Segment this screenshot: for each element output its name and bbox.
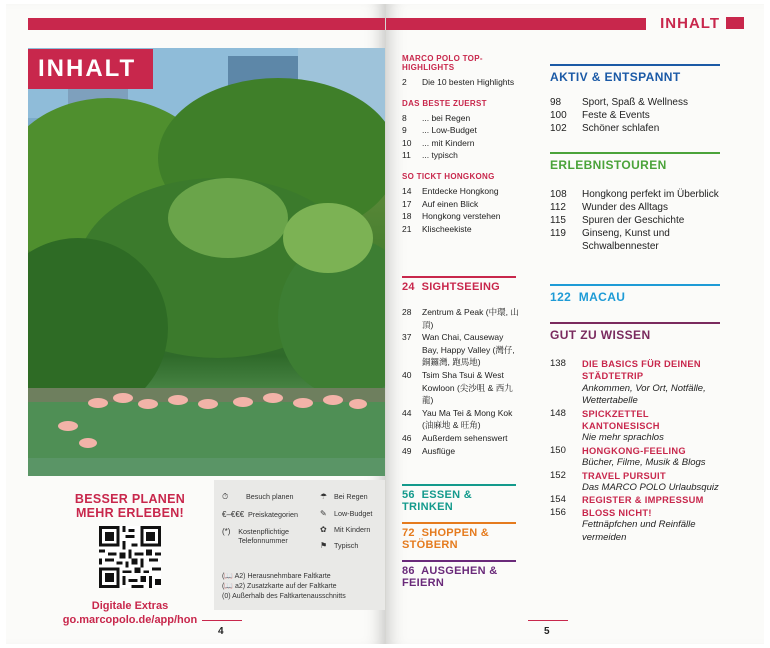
toc-entry[interactable]: 11 ... typisch: [402, 150, 458, 161]
price-icon: €–€€€: [222, 510, 245, 519]
folio-line-left: [202, 620, 242, 621]
sightseeing-entries: [402, 306, 520, 457]
left-page: [6, 4, 386, 644]
toc-entry[interactable]: 150 HONGKONG-FEELING Bücher, Filme, Musik & Blogs: [550, 444, 706, 469]
umbrella-icon: ☂: [320, 492, 328, 501]
toc-entry[interactable]: 44 Yau Ma Tei & Mong Kok (油麻地 & 旺角): [402, 407, 513, 431]
legend-item: ⏱ Besuch planen: [222, 492, 294, 501]
inhalt-badge: INHALT: [28, 49, 153, 89]
section-title: MARCO POLO TOP-HIGHLIGHTS: [402, 54, 483, 72]
section-title: SO TICKT HONGKONG: [402, 171, 495, 181]
page-number-right: 5: [544, 626, 550, 637]
toc-entry[interactable]: 10 ... mit Kindern: [402, 137, 475, 148]
section-shoppen[interactable]: 72 SHOPPEN & STÖBERN: [402, 522, 516, 554]
toc-entry[interactable]: 119 Ginseng, Kunst und Schwalbennester: [550, 228, 670, 252]
toc-entry[interactable]: 40 Tsim Sha Tsui & West Kowloon (尖沙咀 & 西九龍): [402, 369, 513, 406]
flag-icon: ⚑: [320, 541, 328, 550]
section-macau[interactable]: 122 MACAU: [550, 284, 720, 304]
toc-entry[interactable]: 37 Wan Chai, Causeway Bay, Happy Valley (灣仔, 銅鑼灣, 跑馬地): [402, 332, 515, 368]
kids-icon: ✿: [320, 525, 327, 534]
page-number-left: 4: [218, 626, 224, 637]
clock-icon: ⏱: [222, 492, 229, 501]
toc-entry[interactable]: 46 Außerdem sehenswert: [402, 432, 508, 443]
promo-title-1: BESSER PLANEN: [74, 492, 186, 506]
promo-sub-1: Digitale Extras: [91, 600, 169, 612]
section-aktiv[interactable]: AKTIV & ENTSPANNT: [550, 64, 720, 84]
folio-line-right: [528, 620, 568, 621]
promo-title-2: MEHR ERLEBEN!: [75, 506, 185, 520]
toc-column-a: [402, 54, 532, 235]
toc-entry[interactable]: 28 Zentrum & Peak (中環, 山頂): [402, 307, 519, 330]
map-notes: (📖 A2) Herausnehmbare Faltkarte (📖 a2) Zusatzkarte auf der Faltkarte (0) Außerhalb des Faltkartenausschnitts: [222, 573, 346, 600]
erlebnis-entries: [550, 188, 725, 253]
toc-entry[interactable]: 18 Hongkong verstehen: [402, 211, 501, 222]
toc-entry[interactable]: 154 REGISTER & IMPRESSUM: [550, 494, 704, 506]
promo-url-link[interactable]: go.marcopolo.de/app/hon: [62, 614, 198, 626]
aktiv-entries: [550, 96, 725, 135]
symbol-legend: [214, 480, 386, 610]
section-title: DAS BESTE ZUERST: [402, 98, 487, 108]
qr-code-icon[interactable]: [99, 526, 161, 588]
toc-entry[interactable]: 49 Ausflüge: [402, 445, 456, 456]
digital-extras-promo: [50, 492, 210, 627]
right-page: [386, 4, 764, 644]
toc-entry[interactable]: 100 Feste & Events: [550, 110, 650, 121]
section-gut-zu-wissen[interactable]: GUT ZU WISSEN: [550, 322, 720, 342]
page-header-tag: INHALT: [660, 15, 744, 32]
toc-entry[interactable]: 102 Schöner schlafen: [550, 123, 660, 134]
section-sightseeing[interactable]: 24 SIGHTSEEING: [402, 276, 516, 296]
toc-entry[interactable]: 14 Entdecke Hongkong: [402, 185, 499, 196]
legend-item: ✎ Low-Budget: [320, 509, 373, 518]
toc-entry[interactable]: 115 Spuren der Geschichte: [550, 215, 685, 226]
section-essen-trinken[interactable]: 56 ESSEN & TRINKEN: [402, 484, 516, 516]
legend-item: €–€€€ Preiskategorien: [222, 510, 298, 519]
gut-entries: [550, 358, 725, 544]
toc-entry[interactable]: 148 SPICKZETTEL KANTONESISCH Nie mehr sprachlos: [550, 407, 664, 444]
section-ausgehen[interactable]: 86 AUSGEHEN & FEIERN: [402, 560, 516, 592]
flamingo-park-photo: [28, 48, 386, 476]
low-budget-icon: ✎: [320, 509, 327, 518]
legend-item: ☂ Bei Regen: [320, 492, 368, 501]
toc-entry[interactable]: 2 Die 10 besten Highlights: [402, 77, 515, 87]
toc-entry[interactable]: 9 ... Low-Budget: [402, 125, 477, 136]
toc-entry[interactable]: 21 Klischeekiste: [402, 223, 472, 234]
toc-entry[interactable]: 17 Auf einen Blick: [402, 198, 479, 209]
top-bar-left: [28, 18, 385, 30]
toc-entry[interactable]: 156 BLOSS NICHT! Fettnäpfchen und Reinfälle vermeiden: [550, 506, 696, 543]
toc-entry[interactable]: 8 ... bei Regen: [402, 112, 471, 123]
top-bar-right: [386, 18, 646, 30]
toc-entry[interactable]: 138 DIE BASICS FÜR DEINEN STÄDTETRIP Ankommen, Vor Ort, Notfälle, Wettertabelle: [550, 358, 706, 407]
legend-item: ⚑ Typisch: [320, 541, 359, 550]
toc-entry[interactable]: 108 Hongkong perfekt im Überblick: [550, 189, 719, 200]
legend-item: ✿ Mit Kindern: [320, 525, 371, 534]
open-book: [6, 4, 764, 644]
toc-entry[interactable]: 112 Wunder des Alltags: [550, 202, 668, 213]
asterisk-icon: (*): [222, 527, 231, 536]
legend-item: (*) Kostenpflichtige Telefonnummer: [222, 527, 289, 545]
toc-entry[interactable]: 98 Sport, Spaß & Wellness: [550, 97, 688, 108]
section-erlebnistouren[interactable]: ERLEBNISTOUREN: [550, 152, 720, 172]
toc-entry[interactable]: 152 TRAVEL PURSUIT Das MARCO POLO Urlaubsquiz: [550, 469, 719, 494]
